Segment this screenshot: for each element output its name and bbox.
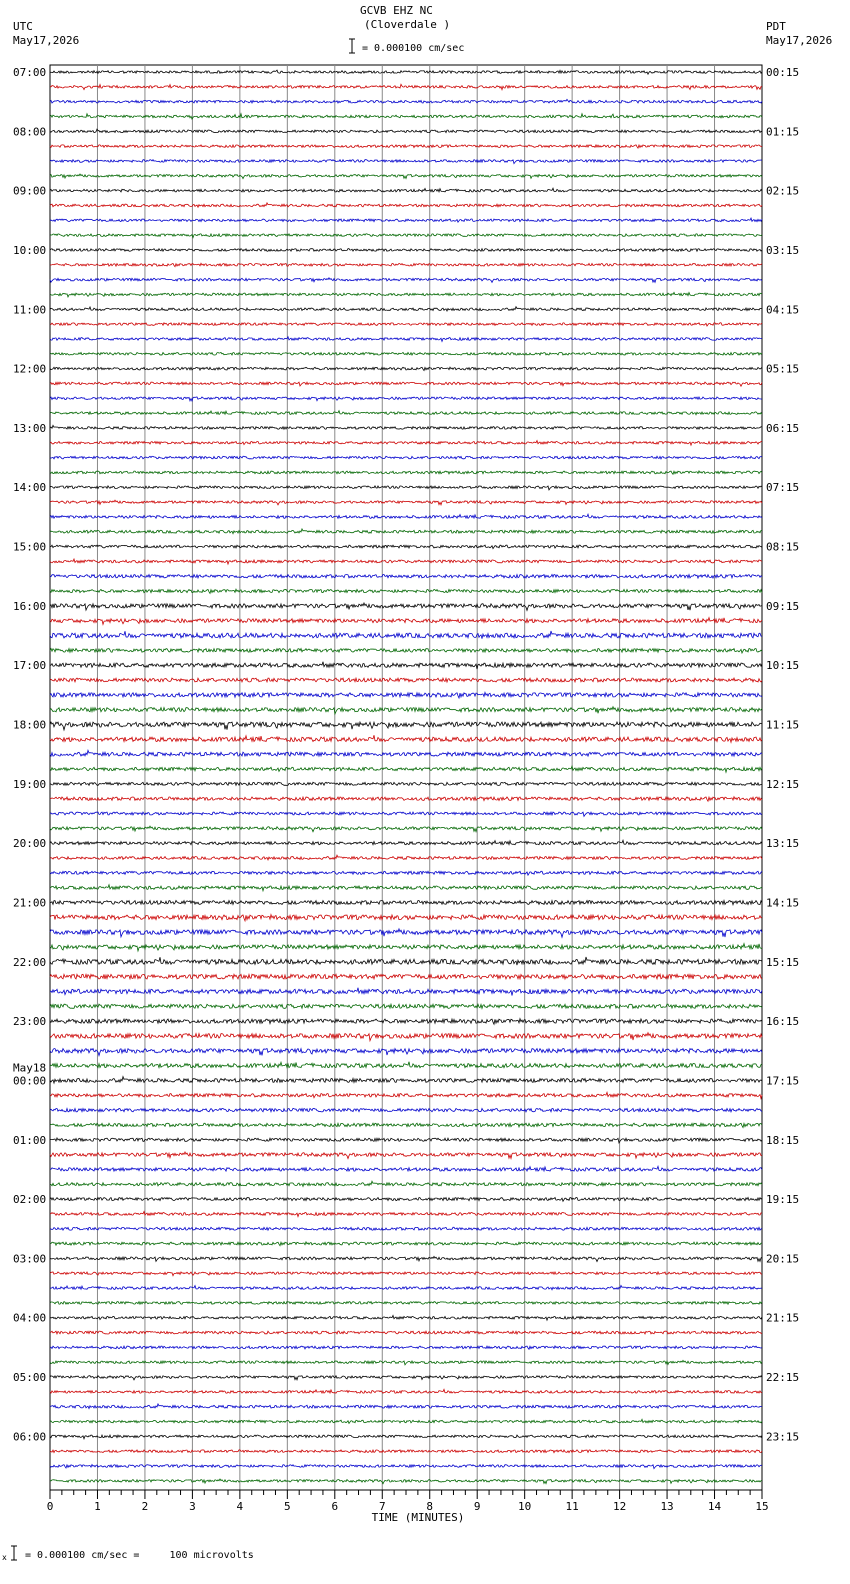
pdt-hour-labels: [766, 66, 799, 1443]
pdt-hour-label: 04:15: [766, 303, 800, 317]
utc-hour-label: 22:00: [13, 955, 47, 969]
pdt-hour-label: 18:15: [766, 1133, 800, 1147]
seismic-trace: [50, 618, 762, 625]
footer-scale-note: = 0.000100 cm/sec = 100 microvolts: [25, 1550, 254, 1561]
pdt-hour-label: 12:15: [766, 777, 800, 791]
left-date: May17,2026: [13, 34, 80, 47]
seismic-trace: [50, 263, 762, 266]
seismic-trace: [50, 218, 762, 222]
utc-hour-label: 19:00: [13, 777, 47, 791]
seismic-trace: [50, 411, 762, 415]
x-tick-label: 15: [755, 1500, 769, 1513]
seismic-trace: [50, 957, 762, 965]
seismic-trace: [50, 203, 762, 207]
x-tick-label: 2: [141, 1500, 149, 1513]
x-tick-label: 12: [612, 1500, 627, 1513]
seismic-trace: [50, 382, 762, 387]
pdt-hour-label: 08:15: [766, 540, 800, 554]
x-tick-label: 13: [660, 1500, 674, 1513]
seismic-trace: [50, 722, 762, 730]
x-tick-label: 5: [284, 1500, 291, 1513]
seismic-trace: [50, 707, 762, 714]
utc-hour-label: 14:00: [13, 481, 47, 495]
seismic-trace: [50, 367, 762, 370]
utc-hour-label: 01:00: [13, 1133, 47, 1147]
seismic-trace: [50, 529, 762, 534]
seismic-trace: [50, 1123, 762, 1127]
utc-hour-label: 09:00: [13, 184, 47, 198]
seismic-trace: [50, 1019, 762, 1024]
seismic-trace: [50, 812, 762, 816]
seismic-trace: [50, 174, 762, 179]
seismic-trace: [50, 500, 762, 505]
pdt-hour-label: 00:15: [766, 66, 800, 79]
seismic-trace: [50, 1479, 762, 1484]
seismic-trace: [50, 249, 762, 252]
seismic-trace: [50, 1004, 762, 1008]
utc-hour-label: 16:00: [13, 599, 47, 613]
pdt-hour-label: 19:15: [766, 1193, 800, 1207]
utc-hour-label: 12:00: [13, 362, 47, 376]
right-timezone: PDT: [766, 20, 786, 33]
left-timezone: UTC: [13, 20, 33, 33]
x-tick-label: 14: [707, 1500, 722, 1513]
footer-prefix: x: [2, 1553, 7, 1562]
seismic-trace: [50, 70, 762, 74]
seismic-trace: [50, 1272, 762, 1276]
utc-hour-label: 21:00: [13, 896, 47, 910]
seismic-trace: [50, 735, 762, 742]
chart-title: GCVB EHZ NC: [360, 4, 433, 17]
pdt-hour-label: 10:15: [766, 659, 800, 673]
x-tick-label: 6: [331, 1500, 339, 1513]
seismic-trace: [50, 1077, 762, 1084]
pdt-hour-label: 03:15: [766, 243, 800, 257]
x-tick-label: 7: [378, 1500, 386, 1513]
seismic-trace: [50, 1198, 762, 1202]
right-date: May17,2026: [766, 34, 833, 47]
chart-subtitle: (Cloverdale ): [364, 18, 451, 31]
x-axis-label: TIME (MINUTES): [371, 1511, 465, 1524]
seismic-trace: [50, 1404, 762, 1409]
pdt-hour-label: 15:15: [766, 955, 800, 969]
utc-hour-label: 05:00: [13, 1371, 47, 1385]
seismic-trace: [50, 901, 762, 905]
seismic-trace: [50, 514, 762, 518]
seismic-trace: [50, 855, 762, 860]
x-tick-label: 4: [236, 1500, 244, 1513]
seismic-trace: [50, 1316, 762, 1321]
seismic-trace: [50, 129, 762, 133]
seismic-trace: [50, 988, 762, 996]
seismic-trace: [50, 1360, 762, 1364]
seismic-trace: [50, 1450, 762, 1453]
seismic-trace: [50, 1152, 762, 1159]
seismic-trace: [50, 188, 762, 192]
utc-hour-label: 03:00: [13, 1252, 47, 1266]
seismic-trace: [50, 1376, 762, 1380]
x-tick-label: 3: [189, 1500, 196, 1513]
utc-hour-label: 07:00: [13, 66, 47, 79]
seismic-trace: [50, 323, 762, 326]
seismic-trace: [50, 797, 762, 802]
seismic-trace: [50, 678, 762, 682]
seismic-trace: [50, 486, 762, 490]
seismic-trace: [50, 456, 762, 459]
seismic-trace: [50, 337, 762, 342]
pdt-hour-label: 22:15: [766, 1371, 800, 1385]
seismic-trace: [50, 114, 762, 119]
utc-hour-label: 17:00: [13, 659, 47, 673]
seismic-trace: [50, 766, 762, 772]
pdt-hour-label: 02:15: [766, 184, 800, 198]
seismic-trace: [50, 1062, 762, 1068]
utc-hour-label: 02:00: [13, 1193, 47, 1207]
seismic-trace: [50, 885, 762, 891]
date-change-label: May18: [13, 1061, 47, 1075]
seismic-trace: [50, 1092, 762, 1098]
utc-hour-label: 23:00: [13, 1015, 47, 1029]
pdt-hour-label: 09:15: [766, 599, 800, 613]
seismic-trace: [50, 944, 762, 951]
seismic-trace: [50, 425, 762, 429]
seismic-trace: [50, 826, 762, 832]
seismic-trace: [50, 1166, 762, 1171]
seismic-trace: [50, 782, 762, 785]
seismic-trace: [50, 692, 762, 698]
utc-hour-label: 04:00: [13, 1311, 47, 1325]
seismic-trace: [50, 1331, 762, 1334]
seismic-trace: [50, 1049, 762, 1056]
seismic-trace: [50, 1346, 762, 1349]
utc-hour-label: 10:00: [13, 243, 47, 257]
seismic-trace: [50, 750, 762, 756]
seismic-trace: [50, 589, 762, 593]
utc-hour-label: 15:00: [13, 540, 47, 554]
seismic-trace: [50, 234, 762, 238]
seismic-trace: [50, 1033, 762, 1041]
seismic-trace: [50, 662, 762, 669]
seismic-trace: [50, 1286, 762, 1290]
x-tick-label: 11: [565, 1500, 579, 1513]
utc-hour-label: 20:00: [13, 837, 47, 851]
seismic-traces: [50, 70, 762, 1484]
seismic-trace: [50, 84, 762, 89]
seismic-trace: [50, 1227, 762, 1230]
seismic-trace: [50, 1435, 762, 1439]
footer-scale-bar-icon: [11, 1546, 17, 1560]
seismic-trace: [50, 471, 762, 474]
seismic-trace: [50, 292, 762, 297]
seismic-trace: [50, 603, 762, 610]
seismic-trace: [50, 1419, 762, 1423]
pdt-hour-label: 17:15: [766, 1074, 800, 1088]
x-axis: [47, 1490, 769, 1524]
scale-label: = 0.000100 cm/sec: [362, 43, 465, 54]
seismic-trace: [50, 160, 762, 164]
x-tick-label: 9: [473, 1500, 481, 1513]
pdt-hour-label: 11:15: [766, 718, 800, 732]
x-tick-label: 8: [426, 1500, 434, 1513]
x-tick-label: 0: [46, 1500, 54, 1513]
seismic-trace: [50, 397, 762, 401]
pdt-hour-label: 07:15: [766, 481, 800, 495]
scale-bar-icon: [349, 39, 355, 53]
pdt-hour-label: 05:15: [766, 362, 800, 376]
seismic-trace: [50, 575, 762, 579]
seismic-trace: [50, 545, 762, 549]
pdt-hour-label: 23:15: [766, 1430, 800, 1444]
pdt-hour-label: 16:15: [766, 1015, 800, 1029]
seismic-trace: [50, 840, 762, 844]
utc-hour-label: 08:00: [13, 125, 47, 139]
pdt-hour-label: 06:15: [766, 421, 800, 435]
utc-hour-labels: [13, 66, 46, 1443]
seismic-trace: [50, 649, 762, 653]
seismic-trace: [50, 99, 762, 103]
utc-hour-label: 06:00: [13, 1430, 47, 1444]
pdt-hour-label: 14:15: [766, 896, 800, 910]
seismic-trace: [50, 1181, 762, 1186]
seismic-trace: [50, 353, 762, 356]
seismic-trace: [50, 631, 762, 639]
seismic-trace: [50, 278, 762, 283]
seismic-trace: [50, 145, 762, 149]
pdt-hour-label: 20:15: [766, 1252, 800, 1266]
seismic-trace: [50, 1256, 762, 1261]
utc-hour-label: 00:00: [13, 1074, 47, 1088]
seismic-trace: [50, 1302, 762, 1305]
pdt-hour-label: 13:15: [766, 837, 800, 851]
seismic-trace: [50, 1389, 762, 1393]
utc-hour-label: 11:00: [13, 303, 47, 317]
seismic-trace: [50, 441, 762, 446]
seismic-trace: [50, 307, 762, 311]
seismic-trace: [50, 915, 762, 921]
pdt-hour-label: 21:15: [766, 1311, 800, 1325]
pdt-hour-label: 01:15: [766, 125, 800, 139]
seismic-trace: [50, 929, 762, 937]
x-tick-label: 1: [94, 1500, 101, 1513]
seismic-trace: [50, 1138, 762, 1143]
seismic-trace: [50, 1212, 762, 1217]
seismic-trace: [50, 559, 762, 564]
x-tick-label: 10: [518, 1500, 532, 1513]
utc-hour-label: 18:00: [13, 718, 47, 732]
seismic-trace: [50, 974, 762, 979]
seismic-trace: [50, 1108, 762, 1111]
seismic-trace: [50, 1465, 762, 1469]
utc-hour-label: 13:00: [13, 421, 47, 435]
seismic-trace: [50, 871, 762, 875]
seismic-trace: [50, 1242, 762, 1246]
